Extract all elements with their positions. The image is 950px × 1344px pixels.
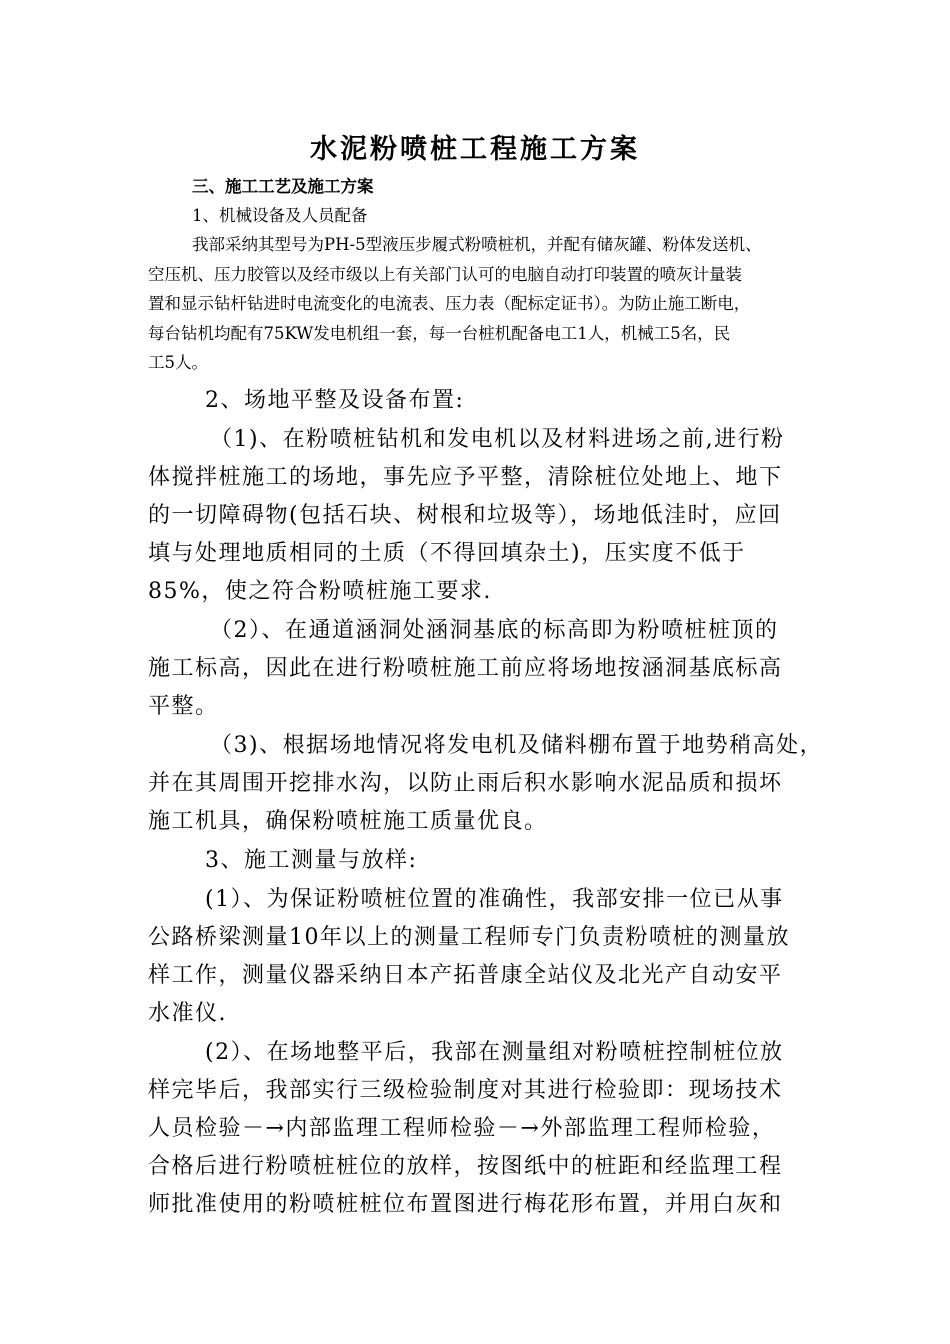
paragraph-line: 公路桥梁测量10年以上的测量工程师专门负责粉喷桩的测量放 — [148, 925, 790, 950]
paragraph-line: 师批准使用的粉喷桩桩位布置图进行梅花形布置，并用白灰和 — [148, 1192, 783, 1217]
paragraph-line: 置和显示钻杆钻进时电流变化的电流表、压力表（配标定证书）。为防止施工断电， — [148, 294, 751, 313]
paragraph-line: (2）、在场地整平后，我部在测量组对粉喷桩控制桩位放 — [205, 1040, 784, 1065]
paragraph-line: 并在其周围开挖排水沟，以防止雨后积水影响水泥品质和损坏 — [148, 771, 783, 796]
paragraph-line: (1）、为保证粉喷桩位置的准确性，我部安排一位已从事 — [205, 887, 784, 912]
paragraph-line: 我部采纳其型号为PH-5型液压步履式粉喷桩机，并配有储灰罐、粉体发送机、 — [192, 235, 762, 254]
subheading-equipment: 1、机械设备及人员配备 — [192, 206, 368, 225]
paragraph-line: 每台钻机均配有75KW发电机组一套，每一台桩机配备电工1人，机械工5名，民 — [148, 324, 731, 343]
paragraph-line: 施工标高，因此在进行粉喷桩施工前应将场地按涵洞基底标高 — [148, 656, 783, 681]
section-heading: 三、施工工艺及施工方案 — [192, 177, 374, 196]
paragraph-line: 平整。 — [148, 694, 219, 719]
paragraph-line: 水准仪. — [148, 1001, 227, 1026]
paragraph-line: 施工机具，确保粉喷桩施工质量优良。 — [148, 809, 548, 834]
paragraph-line: 85%，使之符合粉喷桩施工要求. — [148, 579, 492, 604]
paragraph-line: 样完毕后，我部实行三级检验制度对其进行检验即：现场技术 — [148, 1078, 783, 1103]
paragraph-line: （1)、在粉喷桩钻机和发电机以及材料进场之前,进行粉 — [210, 427, 785, 452]
paragraph-line: （2）、在通道涵洞处涵洞基底的标高即为粉喷桩桩顶的 — [210, 618, 779, 643]
paragraph-line: （3)、根据场地情况将发电机及储料棚布置于地势稍高处， — [210, 733, 824, 758]
subheading-survey: 3、施工测量与放样: — [205, 848, 418, 873]
paragraph-line: 工5人。 — [148, 353, 208, 372]
paragraph-line: 合格后进行粉喷桩桩位的放样，按图纸中的桩距和经监理工程 — [148, 1154, 783, 1179]
paragraph-line: 空压机、压力胶管以及经市级以上有关部门认可的电脑自动打印装置的喷灰计量装 — [148, 265, 742, 284]
paragraph-line: 样工作，测量仪器采纳日本产拓普康全站仪及北光产自动安平 — [148, 963, 783, 988]
paragraph-line: 的一切障碍物(包括石块、树根和垃圾等），场地低洼时，应回 — [148, 503, 782, 528]
subheading-site-leveling: 2、场地平整及设备布置: — [205, 388, 465, 413]
paragraph-line: 人员检验－→内部监理工程师检验－→外部监理工程师检验， — [148, 1116, 776, 1141]
document-title: 水泥粉喷桩工程施工方案 — [310, 134, 640, 165]
paragraph-line: 体搅拌桩施工的场地，事先应予平整，清除桩位处地上、地下 — [148, 465, 783, 490]
paragraph-line: 填与处理地质相同的土质（不得回填杂土)，压实度不低于 — [148, 541, 746, 566]
